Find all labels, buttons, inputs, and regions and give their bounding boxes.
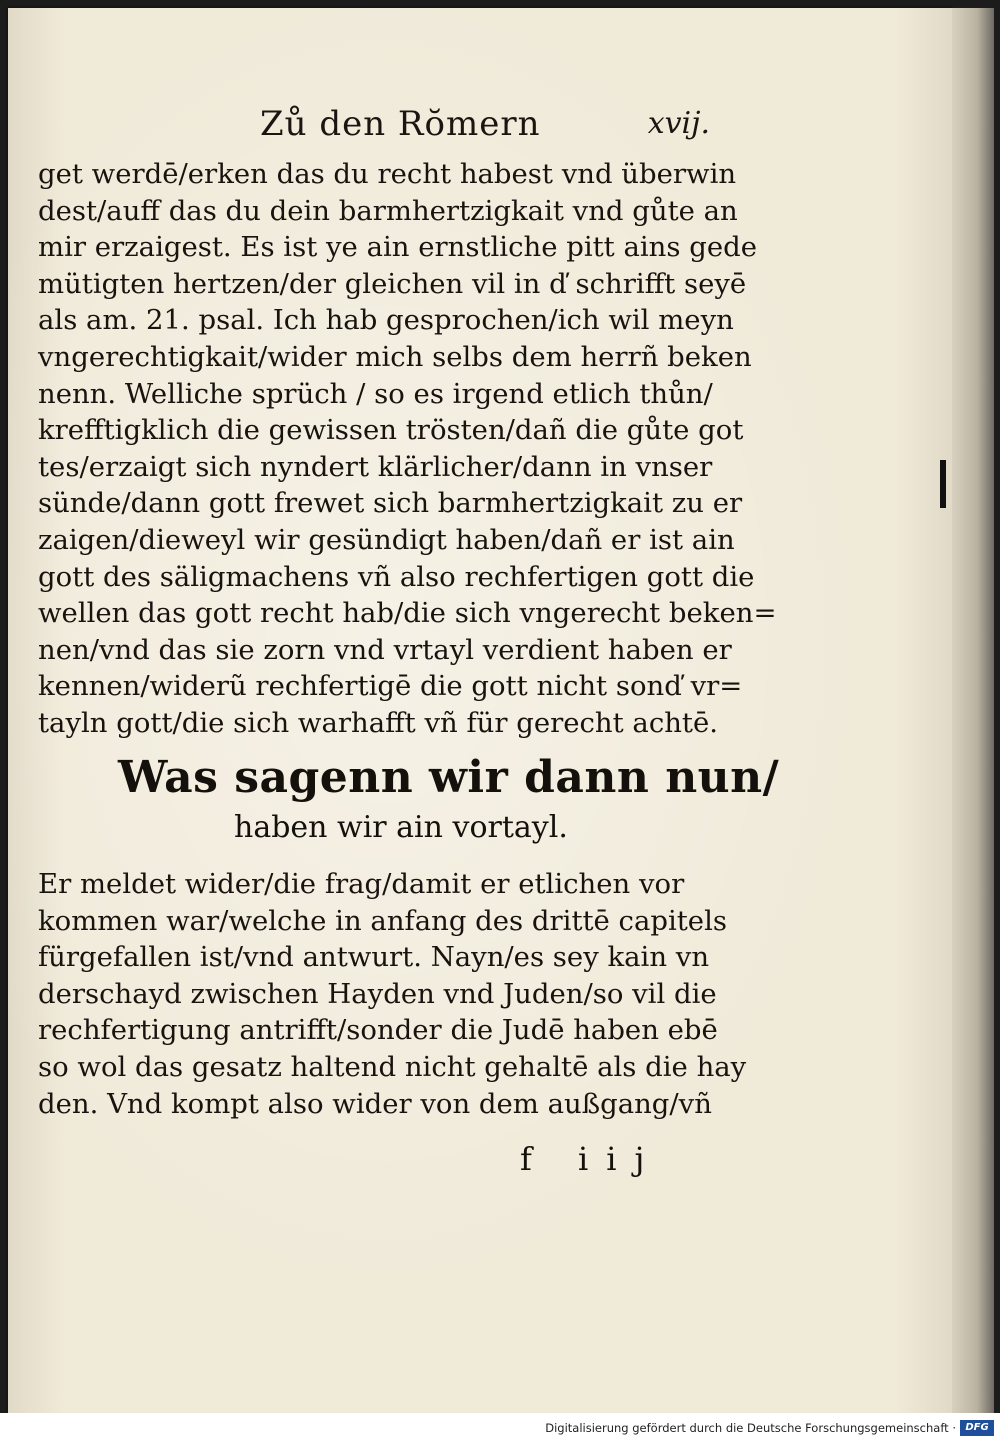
text-line: nen/vnd das sie zorn vnd vrtayl verdient haben er [38, 633, 732, 666]
text-line: sünde/dann gott frewet sich barmhertzigkait zu er [38, 487, 743, 520]
text-line: rechfertigung antrifft/sonder die Judē haben ebē [38, 1014, 718, 1047]
text-line: krefftigklich die gewissen trösten/dañ die gůte got [38, 414, 744, 447]
text-line: tayln gott/die sich warhafft vñ für gerecht achtē. [38, 706, 718, 739]
page-edge [952, 8, 994, 1413]
footer-bar [0, 1413, 1000, 1442]
body-text-block-1 [38, 156, 777, 742]
text-line: als am. 21. psal. Ich hab gesprochen/ich wil meyn [38, 304, 734, 337]
text-line: get werdē/erken das du recht habest vnd überwin [38, 158, 737, 190]
text-line: vngerechtigkait/wider mich selbs dem herrñ beken [38, 340, 752, 373]
text-line: nenn. Welliche sprüch / so es irgend etlich thůn/ [38, 377, 713, 410]
funding-note: Digitalisierung gefördert durch die Deutsche Forschungsgemeinschaft · [545, 1421, 956, 1435]
scan-mark [940, 460, 946, 508]
text-line: wellen das gott recht hab/die sich vngerecht beken= [38, 597, 777, 630]
section-heading: Was sagenn wir dann nun/ [118, 752, 780, 803]
text-line: dest/auff das du dein barmhertzigkait vnd gůte an [38, 194, 738, 227]
text-line: gott des säligmachens vñ also rechfertigen gott die [38, 560, 755, 593]
text-line: den. Vnd kompt also wider von dem außgang/vñ [38, 1087, 712, 1120]
section-subheading: haben wir ain vortayl. [234, 810, 568, 845]
running-title: Zů den Rŏmern [260, 104, 541, 144]
text-line: mir erzaigest. Es ist ye ain ernstliche pitt ains gede [38, 231, 757, 264]
text-line: so wol das gesatz haltend nicht gehaltē als die hay [38, 1050, 747, 1083]
text-line: Er meldet wider/die frag/damit er etlichen vor [38, 868, 685, 900]
dfg-logo-icon[interactable]: DFG [960, 1420, 994, 1436]
body-text-block-2 [38, 866, 747, 1122]
folio-number: xvij. [647, 106, 710, 141]
text-line: mütigten hertzen/der gleichen vil in ď schrifft seyē [38, 267, 747, 300]
signature-mark: f iij [520, 1140, 663, 1178]
text-line: zaigen/dieweyl wir gesündigt haben/dañ er ist ain [38, 523, 735, 556]
text-line: derschayd zwischen Hayden vnd Juden/so vil die [38, 977, 717, 1010]
text-line: tes/erzaigt sich nyndert klärlicher/dann in vnser [38, 450, 713, 483]
text-line: kommen war/welche in anfang des drittē capitels [38, 904, 727, 937]
page-header [40, 104, 710, 150]
text-line: kennen/widerũ rechfertigē die gott nicht sonď vr= [38, 670, 743, 703]
text-line: fürgefallen ist/vnd antwurt. Nayn/es sey kain vn [38, 941, 710, 974]
